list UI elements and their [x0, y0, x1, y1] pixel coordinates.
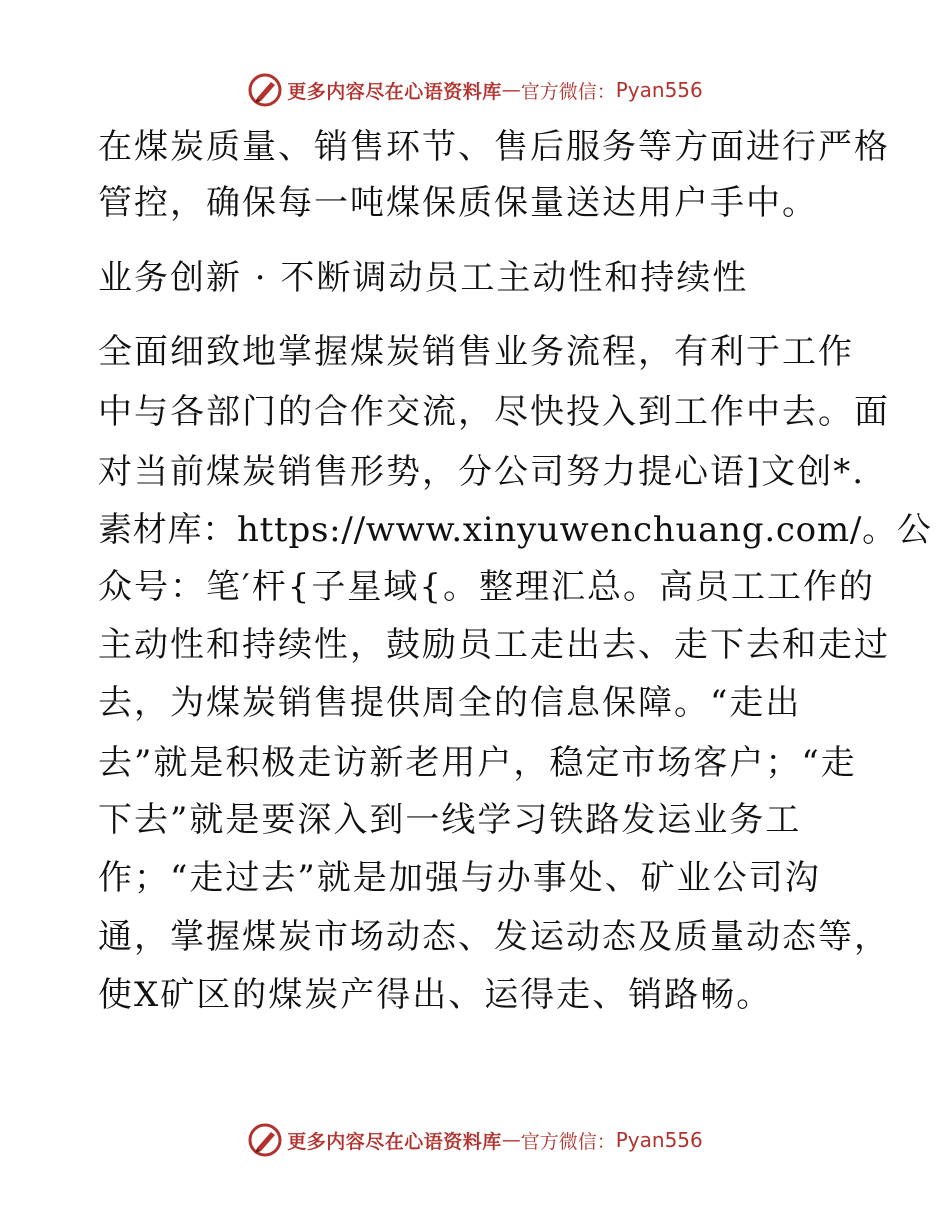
text-line: 主动性和持续性，鼓励员工走出去、走下去和走过: [98, 625, 890, 665]
text-line: 对当前煤炭销售形势，分公司努力提心语]文创*.: [98, 452, 866, 492]
text-line: 在煤炭质量、销售环节、售后服务等方面进行严格: [98, 127, 890, 167]
banner-dash: —: [501, 1129, 521, 1151]
text-line: 作；“走过去”就是加强与办事处、矿业公司沟: [98, 858, 821, 898]
text-line: 中与各部门的合作交流，尽快投入到工作中去。面: [98, 392, 890, 432]
pen-logo-icon: [247, 1122, 283, 1158]
header-banner: [0, 70, 950, 110]
text-line: 众号：笔′杆{子星域{。整理汇总。高员工工作的: [98, 567, 875, 607]
text-line: 素材库：https://www.xinyuwenchuang.com/。公: [98, 510, 932, 550]
banner-wechat-id: Pyan556: [615, 1128, 703, 1152]
banner-dash: —: [501, 79, 521, 101]
section-heading: 业务创新 · 不断调动员工主动性和持续性: [98, 258, 749, 298]
text-line: 通，掌握煤炭市场动态、发运动态及质量动态等，: [98, 917, 890, 957]
text-line: 全面细致地掌握煤炭销售业务流程，有利于工作: [98, 332, 854, 372]
banner-wechat-label: 官方微信：: [520, 1130, 616, 1153]
banner-title: 更多内容尽在心语资料库: [287, 80, 502, 103]
banner-wechat-label: 官方微信：: [520, 80, 616, 103]
text-line: 管控，确保每一吨煤保质保量送达用户手中。: [98, 183, 818, 223]
banner-title: 更多内容尽在心语资料库: [287, 1130, 502, 1153]
pen-logo-icon: [247, 72, 283, 108]
text-line: 去，为煤炭销售提供周全的信息保障。“走出: [98, 683, 802, 723]
text-line: 下去”就是要深入到一线学习铁路发运业务工: [98, 800, 802, 840]
text-line: 去”就是积极走访新老用户，稳定市场客户；“走: [98, 743, 857, 783]
footer-banner: [0, 1120, 950, 1160]
banner-wechat-id: Pyan556: [615, 78, 703, 102]
text-line: 使X矿区的煤炭产得出、运得走、销路畅。: [98, 975, 773, 1015]
